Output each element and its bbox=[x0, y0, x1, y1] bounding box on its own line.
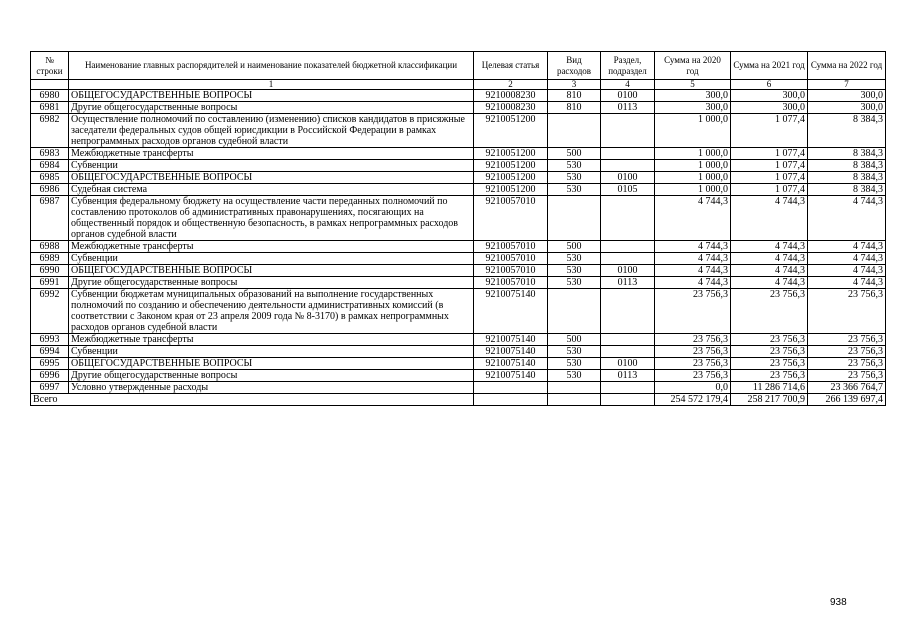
table-row bbox=[31, 370, 886, 382]
cell-sum-2022: 4 744,3 bbox=[808, 265, 886, 277]
column-number: 4 bbox=[601, 80, 655, 90]
cell-vid: 530 bbox=[548, 253, 601, 265]
cell-target: 9210075140 bbox=[474, 370, 548, 382]
total-empty-cell bbox=[601, 394, 655, 406]
column-number: 5 bbox=[655, 80, 731, 90]
header-sum-2020: Сумма на 2020 год bbox=[655, 52, 731, 80]
total-label: Всего bbox=[31, 394, 474, 406]
cell-sum-2022: 23 756,3 bbox=[808, 346, 886, 358]
table-row bbox=[31, 358, 886, 370]
cell-row-number: 6983 bbox=[31, 148, 69, 160]
cell-sum-2020: 4 744,3 bbox=[655, 196, 731, 241]
cell-target: 9210008230 bbox=[474, 102, 548, 114]
table-row bbox=[31, 277, 886, 289]
cell-target: 9210057010 bbox=[474, 265, 548, 277]
cell-sum-2020: 1 000,0 bbox=[655, 160, 731, 172]
cell-razdel: 0100 bbox=[601, 172, 655, 184]
cell-vid: 530 bbox=[548, 346, 601, 358]
cell-target: 9210051200 bbox=[474, 172, 548, 184]
cell-sum-2020: 23 756,3 bbox=[655, 289, 731, 334]
cell-name: Другие общегосударственные вопросы bbox=[69, 370, 474, 382]
table-row bbox=[31, 196, 886, 241]
table-row bbox=[31, 241, 886, 253]
cell-vid bbox=[548, 289, 601, 334]
cell-razdel bbox=[601, 253, 655, 265]
cell-vid bbox=[548, 196, 601, 241]
cell-razdel bbox=[601, 160, 655, 172]
cell-sum-2021: 23 756,3 bbox=[731, 289, 808, 334]
cell-sum-2020: 4 744,3 bbox=[655, 277, 731, 289]
header-row bbox=[31, 52, 886, 80]
cell-sum-2020: 4 744,3 bbox=[655, 265, 731, 277]
cell-row-number: 6996 bbox=[31, 370, 69, 382]
cell-sum-2021: 23 756,3 bbox=[731, 334, 808, 346]
cell-sum-2021: 23 756,3 bbox=[731, 346, 808, 358]
cell-target bbox=[474, 382, 548, 394]
budget-table bbox=[30, 51, 886, 406]
cell-target: 9210057010 bbox=[474, 277, 548, 289]
cell-vid: 530 bbox=[548, 172, 601, 184]
cell-name: Субвенции bbox=[69, 160, 474, 172]
cell-target: 9210051200 bbox=[474, 184, 548, 196]
cell-target: 9210057010 bbox=[474, 196, 548, 241]
cell-vid: 500 bbox=[548, 148, 601, 160]
cell-target: 9210075140 bbox=[474, 289, 548, 334]
cell-row-number: 6985 bbox=[31, 172, 69, 184]
cell-razdel bbox=[601, 346, 655, 358]
cell-sum-2021: 4 744,3 bbox=[731, 253, 808, 265]
header-target: Целевая статья bbox=[474, 52, 548, 80]
cell-name: Осуществление полномочий по составлению (изменению) списков кандидатов в присяжные заседатели федеральных судов общей юрисдикции в Российской Федерации в рамках непрограммных расходов органов судебной власти bbox=[69, 114, 474, 148]
total-sum-2022: 266 139 697,4 bbox=[808, 394, 886, 406]
cell-name: Межбюджетные трансферты bbox=[69, 148, 474, 160]
cell-sum-2022: 4 744,3 bbox=[808, 277, 886, 289]
cell-razdel: 0100 bbox=[601, 358, 655, 370]
cell-row-number: 6988 bbox=[31, 241, 69, 253]
cell-sum-2021: 1 077,4 bbox=[731, 172, 808, 184]
cell-sum-2022: 23 756,3 bbox=[808, 289, 886, 334]
table-row bbox=[31, 184, 886, 196]
total-empty-cell bbox=[548, 394, 601, 406]
cell-name: Межбюджетные трансферты bbox=[69, 334, 474, 346]
cell-name: Субвенции bbox=[69, 346, 474, 358]
page-number: 938 bbox=[830, 597, 847, 608]
header-row-number: № строки bbox=[31, 52, 69, 80]
cell-row-number: 6980 bbox=[31, 90, 69, 102]
cell-row-number: 6997 bbox=[31, 382, 69, 394]
cell-target: 9210075140 bbox=[474, 358, 548, 370]
cell-sum-2021: 1 077,4 bbox=[731, 184, 808, 196]
cell-name: ОБЩЕГОСУДАРСТВЕННЫЕ ВОПРОСЫ bbox=[69, 265, 474, 277]
table-row bbox=[31, 172, 886, 184]
cell-razdel: 0113 bbox=[601, 102, 655, 114]
cell-sum-2020: 4 744,3 bbox=[655, 253, 731, 265]
header-razdel: Раздел, подраздел bbox=[601, 52, 655, 80]
cell-razdel: 0113 bbox=[601, 370, 655, 382]
cell-sum-2022: 8 384,3 bbox=[808, 148, 886, 160]
cell-razdel: 0100 bbox=[601, 265, 655, 277]
cell-name: Другие общегосударственные вопросы bbox=[69, 102, 474, 114]
budget-table-sheet bbox=[30, 51, 885, 406]
cell-vid bbox=[548, 114, 601, 148]
cell-sum-2020: 4 744,3 bbox=[655, 241, 731, 253]
table-row bbox=[31, 334, 886, 346]
cell-row-number: 6987 bbox=[31, 196, 69, 241]
cell-vid: 530 bbox=[548, 160, 601, 172]
table-row bbox=[31, 160, 886, 172]
cell-sum-2021: 300,0 bbox=[731, 90, 808, 102]
cell-row-number: 6991 bbox=[31, 277, 69, 289]
cell-sum-2022: 23 756,3 bbox=[808, 358, 886, 370]
column-number: 7 bbox=[808, 80, 886, 90]
cell-sum-2020: 1 000,0 bbox=[655, 148, 731, 160]
table-body bbox=[31, 90, 886, 394]
column-number bbox=[31, 80, 69, 90]
total-sum-2020: 254 572 179,4 bbox=[655, 394, 731, 406]
cell-sum-2021: 300,0 bbox=[731, 102, 808, 114]
cell-sum-2020: 23 756,3 bbox=[655, 358, 731, 370]
table-row bbox=[31, 148, 886, 160]
cell-row-number: 6982 bbox=[31, 114, 69, 148]
cell-name: Условно утвержденные расходы bbox=[69, 382, 474, 394]
table-row bbox=[31, 265, 886, 277]
cell-razdel: 0113 bbox=[601, 277, 655, 289]
table-row bbox=[31, 90, 886, 102]
cell-vid: 530 bbox=[548, 277, 601, 289]
cell-sum-2022: 300,0 bbox=[808, 102, 886, 114]
cell-sum-2022: 8 384,3 bbox=[808, 114, 886, 148]
cell-sum-2022: 8 384,3 bbox=[808, 184, 886, 196]
cell-vid: 810 bbox=[548, 90, 601, 102]
header-vid: Вид расходов bbox=[548, 52, 601, 80]
cell-sum-2022: 23 756,3 bbox=[808, 334, 886, 346]
cell-razdel bbox=[601, 289, 655, 334]
cell-sum-2020: 300,0 bbox=[655, 102, 731, 114]
cell-sum-2022: 23 756,3 bbox=[808, 370, 886, 382]
cell-sum-2022: 8 384,3 bbox=[808, 172, 886, 184]
cell-row-number: 6984 bbox=[31, 160, 69, 172]
cell-target: 9210051200 bbox=[474, 160, 548, 172]
total-sum-2021: 258 217 700,9 bbox=[731, 394, 808, 406]
cell-row-number: 6986 bbox=[31, 184, 69, 196]
cell-razdel bbox=[601, 196, 655, 241]
cell-name: ОБЩЕГОСУДАРСТВЕННЫЕ ВОПРОСЫ bbox=[69, 90, 474, 102]
cell-sum-2020: 1 000,0 bbox=[655, 114, 731, 148]
cell-name: Судебная система bbox=[69, 184, 474, 196]
cell-sum-2020: 23 756,3 bbox=[655, 370, 731, 382]
cell-name: Субвенции бюджетам муниципальных образований на выполнение государственных полномочий по созданию и обеспечению деятельности административных комиссий (в соответствии с Законом края от 23 апреля 2009 года № 8-3170) в рамках непрограммных расходов органов судебной власти bbox=[69, 289, 474, 334]
cell-target: 9210075140 bbox=[474, 334, 548, 346]
cell-target: 9210008230 bbox=[474, 90, 548, 102]
cell-razdel bbox=[601, 241, 655, 253]
cell-sum-2020: 300,0 bbox=[655, 90, 731, 102]
cell-razdel bbox=[601, 382, 655, 394]
cell-sum-2022: 4 744,3 bbox=[808, 196, 886, 241]
cell-row-number: 6990 bbox=[31, 265, 69, 277]
cell-sum-2021: 1 077,4 bbox=[731, 114, 808, 148]
total-empty-cell bbox=[474, 394, 548, 406]
table-row bbox=[31, 253, 886, 265]
cell-name: ОБЩЕГОСУДАРСТВЕННЫЕ ВОПРОСЫ bbox=[69, 358, 474, 370]
cell-sum-2020: 1 000,0 bbox=[655, 184, 731, 196]
cell-row-number: 6994 bbox=[31, 346, 69, 358]
cell-vid: 530 bbox=[548, 358, 601, 370]
cell-razdel bbox=[601, 148, 655, 160]
cell-sum-2021: 1 077,4 bbox=[731, 160, 808, 172]
cell-name: Межбюджетные трансферты bbox=[69, 241, 474, 253]
cell-razdel bbox=[601, 334, 655, 346]
cell-razdel: 0105 bbox=[601, 184, 655, 196]
table-row bbox=[31, 289, 886, 334]
cell-name: Субвенция федеральному бюджету на осуществление части переданных полномочий по составлению протоколов об административных правонарушениях, посягающих на общественный порядок и общественную безопасность, в рамках непрограммных расходов органов судебной власти bbox=[69, 196, 474, 241]
cell-sum-2021: 23 756,3 bbox=[731, 370, 808, 382]
cell-sum-2021: 4 744,3 bbox=[731, 277, 808, 289]
cell-vid: 500 bbox=[548, 334, 601, 346]
cell-vid: 500 bbox=[548, 241, 601, 253]
cell-target: 9210051200 bbox=[474, 148, 548, 160]
cell-row-number: 6993 bbox=[31, 334, 69, 346]
table-row bbox=[31, 346, 886, 358]
table-row bbox=[31, 382, 886, 394]
cell-sum-2021: 11 286 714,6 bbox=[731, 382, 808, 394]
cell-sum-2021: 4 744,3 bbox=[731, 265, 808, 277]
header-sum-2022: Сумма на 2022 год bbox=[808, 52, 886, 80]
cell-row-number: 6995 bbox=[31, 358, 69, 370]
cell-sum-2022: 8 384,3 bbox=[808, 160, 886, 172]
cell-vid: 530 bbox=[548, 370, 601, 382]
cell-vid: 530 bbox=[548, 184, 601, 196]
cell-sum-2022: 300,0 bbox=[808, 90, 886, 102]
cell-vid: 530 bbox=[548, 265, 601, 277]
cell-sum-2021: 23 756,3 bbox=[731, 358, 808, 370]
cell-vid bbox=[548, 382, 601, 394]
cell-row-number: 6989 bbox=[31, 253, 69, 265]
total-row bbox=[31, 394, 886, 406]
column-number: 1 bbox=[69, 80, 474, 90]
cell-razdel: 0100 bbox=[601, 90, 655, 102]
header-name: Наименование главных распорядителей и наименование показателей бюджетной классификации bbox=[69, 52, 474, 80]
cell-sum-2022: 4 744,3 bbox=[808, 241, 886, 253]
cell-name: Субвенции bbox=[69, 253, 474, 265]
cell-sum-2020: 23 756,3 bbox=[655, 346, 731, 358]
cell-sum-2020: 23 756,3 bbox=[655, 334, 731, 346]
column-number: 3 bbox=[548, 80, 601, 90]
cell-name: ОБЩЕГОСУДАРСТВЕННЫЕ ВОПРОСЫ bbox=[69, 172, 474, 184]
cell-sum-2021: 4 744,3 bbox=[731, 241, 808, 253]
table-row bbox=[31, 114, 886, 148]
cell-sum-2020: 0,0 bbox=[655, 382, 731, 394]
cell-target: 9210057010 bbox=[474, 241, 548, 253]
cell-target: 9210057010 bbox=[474, 253, 548, 265]
cell-row-number: 6981 bbox=[31, 102, 69, 114]
cell-target: 9210075140 bbox=[474, 346, 548, 358]
cell-sum-2020: 1 000,0 bbox=[655, 172, 731, 184]
cell-target: 9210051200 bbox=[474, 114, 548, 148]
cell-sum-2022: 4 744,3 bbox=[808, 253, 886, 265]
column-number: 6 bbox=[731, 80, 808, 90]
cell-sum-2021: 1 077,4 bbox=[731, 148, 808, 160]
cell-sum-2021: 4 744,3 bbox=[731, 196, 808, 241]
cell-razdel bbox=[601, 114, 655, 148]
cell-name: Другие общегосударственные вопросы bbox=[69, 277, 474, 289]
column-number-row bbox=[31, 80, 886, 90]
cell-vid: 810 bbox=[548, 102, 601, 114]
header-sum-2021: Сумма на 2021 год bbox=[731, 52, 808, 80]
table-row bbox=[31, 102, 886, 114]
cell-sum-2022: 23 366 764,7 bbox=[808, 382, 886, 394]
column-number: 2 bbox=[474, 80, 548, 90]
cell-row-number: 6992 bbox=[31, 289, 69, 334]
